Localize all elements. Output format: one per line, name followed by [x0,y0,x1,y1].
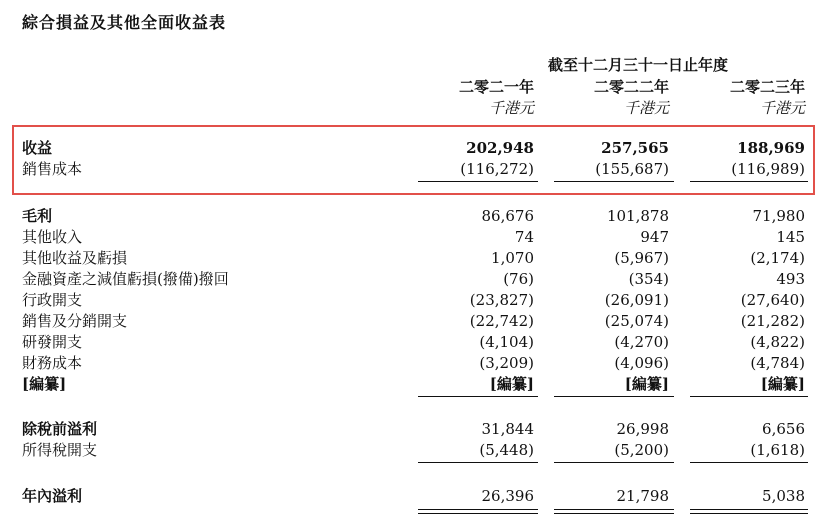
column-year-2022: 二零二二年 [593,78,669,96]
subtotal-rule [418,181,538,182]
row-value: 101,878 [606,207,669,225]
subtotal-rule [554,181,674,182]
column-year-2021: 二零二一年 [458,78,534,96]
row-value: 74 [514,228,534,246]
row-value: (354) [628,270,669,288]
row-value: (4,096) [614,354,669,372]
column-unit-2022: 千港元 [623,99,669,117]
row-value: 21,798 [616,487,669,505]
row-label-impairment: 金融資產之減值虧損(撥備)撥回 [22,270,229,288]
row-label-admin-expenses: 行政開支 [22,291,83,309]
row-label-revenue: 收益 [22,139,53,157]
column-unit-2023: 千港元 [759,99,805,117]
row-label-selling-expenses: 銷售及分銷開支 [22,312,128,330]
row-value: (4,822) [750,333,805,351]
row-value: (26,091) [604,291,669,309]
row-value: (27,640) [740,291,805,309]
row-value: (21,282) [740,312,805,330]
row-label-redacted: [編纂] [22,375,67,393]
row-value: 1,070 [491,249,534,267]
row-value: (155,687) [595,160,669,178]
row-value: 26,998 [616,420,669,438]
period-header: 截至十二月三十一日止年度 [547,56,728,74]
row-value: (4,270) [614,333,669,351]
row-value: 188,969 [737,139,805,157]
row-value: (5,448) [479,441,534,459]
row-value: 5,038 [762,487,805,505]
row-value: 26,396 [481,487,534,505]
total-double-rule [418,509,538,514]
row-value: (76) [503,270,534,288]
subtotal-rule [690,396,808,397]
total-double-rule [690,509,808,514]
subtotal-rule [554,396,674,397]
row-label-finance-costs: 財務成本 [22,354,83,372]
row-value: 202,948 [466,139,534,157]
subtotal-rule [690,181,808,182]
subtotal-rule [418,396,538,397]
row-label-rnd-expenses: 研發開支 [22,333,83,351]
row-value: 257,565 [601,139,669,157]
row-value: (2,174) [750,249,805,267]
row-value: (3,209) [479,354,534,372]
row-value: (23,827) [469,291,534,309]
column-year-2023: 二零二三年 [729,78,805,96]
row-value: 493 [776,270,805,288]
row-value: 6,656 [762,420,805,438]
row-value: (116,989) [731,160,805,178]
row-value: [編纂] [489,375,534,393]
subtotal-rule [690,462,808,463]
total-double-rule [554,509,674,514]
row-value: (4,104) [479,333,534,351]
row-value: [編纂] [760,375,805,393]
row-value: (22,742) [469,312,534,330]
row-value: (5,967) [614,249,669,267]
row-value: (5,200) [614,441,669,459]
row-value: 86,676 [481,207,534,225]
row-label-other-income: 其他收入 [22,228,83,246]
row-value: (1,618) [750,441,805,459]
subtotal-rule [418,462,538,463]
row-value: (116,272) [460,160,534,178]
subtotal-rule [554,462,674,463]
row-value: 71,980 [752,207,805,225]
column-unit-2021: 千港元 [488,99,534,117]
row-value: [編纂] [624,375,669,393]
page-title: 綜合損益及其他全面收益表 [22,13,227,32]
row-label-profit-for-year: 年內溢利 [22,487,83,505]
row-value: (25,074) [604,312,669,330]
row-label-other-gains-losses: 其他收益及虧損 [22,249,128,267]
row-label-profit-before-tax: 除稅前溢利 [22,420,98,438]
row-label-cost-of-sales: 銷售成本 [22,160,83,178]
row-value: 31,844 [481,420,534,438]
row-value: 145 [776,228,805,246]
row-value: 947 [640,228,669,246]
row-label-income-tax: 所得稅開支 [22,441,98,459]
row-label-gross-profit: 毛利 [22,207,53,225]
row-value: (4,784) [750,354,805,372]
